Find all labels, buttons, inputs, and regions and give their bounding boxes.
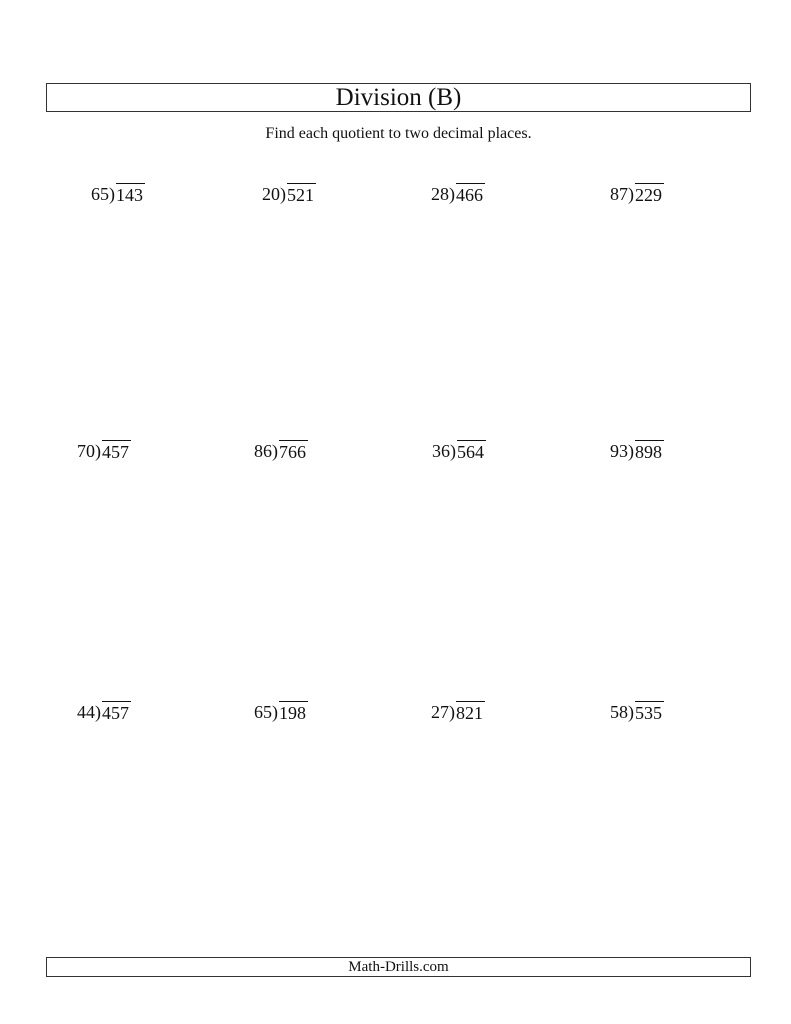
divisor: 87: [610, 184, 628, 204]
divisor: 28: [431, 184, 449, 204]
instructions: Find each quotient to two decimal places.: [265, 125, 532, 142]
dividend: 229: [635, 185, 662, 205]
division-bracket-icon: ): [280, 184, 286, 204]
divisor: 20: [262, 184, 280, 204]
dividend: 564: [457, 442, 484, 462]
dividend: 143: [116, 185, 143, 205]
division-problem-4: [610, 183, 664, 205]
division-bracket-icon: ): [449, 184, 455, 204]
divisor: 93: [610, 441, 628, 461]
division-problem-5: [77, 440, 131, 462]
division-bracket-icon: ): [95, 702, 101, 722]
divisor: 27: [431, 702, 449, 722]
division-bracket-icon: ): [450, 441, 456, 461]
division-problem-10: [254, 701, 308, 723]
footer-text: Math-Drills.com: [348, 959, 449, 975]
division-bracket-icon: ): [449, 702, 455, 722]
division-problem-2: [262, 183, 316, 205]
division-bracket-icon: ): [272, 702, 278, 722]
divisor: 86: [254, 441, 272, 461]
division-bracket-icon: ): [628, 441, 634, 461]
worksheet-title-text: Division (B): [335, 84, 462, 111]
divisor: 36: [432, 441, 450, 461]
footer: [46, 957, 751, 977]
division-bracket-icon: ): [109, 184, 115, 204]
dividend: 457: [102, 703, 129, 723]
dividend: 466: [456, 185, 483, 205]
division-problem-12: [610, 701, 664, 723]
divisor: 65: [91, 184, 109, 204]
division-problem-1: [91, 183, 145, 205]
division-problem-6: [254, 440, 308, 462]
division-problem-7: [432, 440, 486, 462]
dividend: 898: [635, 442, 662, 462]
dividend: 766: [279, 442, 306, 462]
dividend: 457: [102, 442, 129, 462]
division-problem-11: [431, 701, 485, 723]
divisor: 70: [77, 441, 95, 461]
division-bracket-icon: ): [628, 184, 634, 204]
division-problem-8: [610, 440, 664, 462]
division-problem-3: [431, 183, 485, 205]
worksheet-title: [46, 83, 751, 112]
dividend: 821: [456, 703, 483, 723]
division-bracket-icon: ): [95, 441, 101, 461]
divisor: 65: [254, 702, 272, 722]
dividend: 521: [287, 185, 314, 205]
divisor: 58: [610, 702, 628, 722]
division-bracket-icon: ): [272, 441, 278, 461]
division-bracket-icon: ): [628, 702, 634, 722]
dividend: 198: [279, 703, 306, 723]
division-problem-9: [77, 701, 131, 723]
divisor: 44: [77, 702, 95, 722]
dividend: 535: [635, 703, 662, 723]
